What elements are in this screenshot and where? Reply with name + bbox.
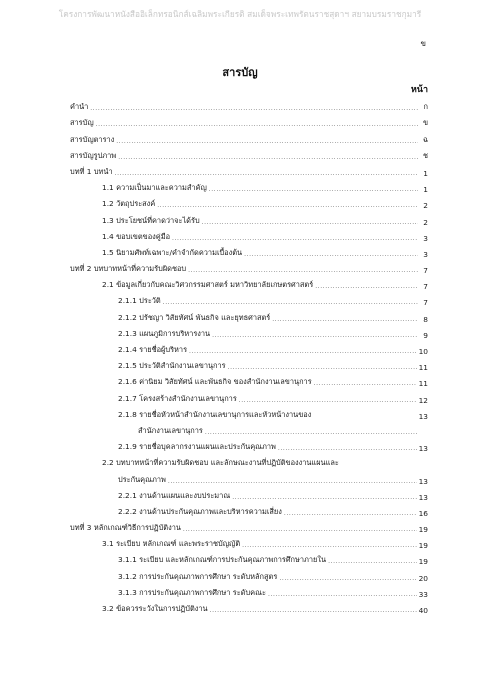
toc-entry-page: ข <box>422 118 428 128</box>
toc-entry-label: 3.2 ข้อควรระวังในการปฏิบัติงาน <box>102 604 208 613</box>
toc-entry-page: 13 <box>418 476 428 486</box>
toc-entry-label: 1.3 ประโยชน์ที่คาดว่าจะได้รับ <box>102 215 200 225</box>
dot-leader <box>116 138 418 146</box>
dot-leader <box>272 316 418 324</box>
dot-leader <box>163 299 418 307</box>
toc-entry-label: 2.2.1 งานด้านแผนและงบประมาณ <box>118 490 231 500</box>
toc-entry-label: 2.1.6 ค่านิยม วิสัยทัศน์ และพันธกิจ ของสำนักงานเลขานุการ <box>118 377 312 387</box>
toc-entry-3-2[interactable] <box>70 599 428 615</box>
dot-leader <box>188 267 418 275</box>
toc-entry-3-1-3[interactable] <box>70 583 428 599</box>
dot-leader <box>115 170 418 178</box>
toc-entry-page: 2 <box>423 217 428 227</box>
toc-entry-label: 2.1.2 ปรัชญา วิสัยทัศน์ พันธกิจ และยุทธศาสตร์ <box>118 312 271 322</box>
toc-entry-page: 7 <box>423 298 428 308</box>
toc-entry-2-1-4[interactable] <box>70 340 428 356</box>
toc-entry-page: 19 <box>418 541 428 551</box>
toc-entry-page: 7 <box>423 266 428 276</box>
toc-entry-label: 1.1 ความเป็นมาและความสำคัญ <box>102 183 207 193</box>
toc-entry-label: 1.5 นิยามศัพท์เฉพาะ/คำจำกัดความเบื้องต้น <box>102 247 243 257</box>
toc-entry-label: 2.2.2 งานด้านประกันคุณภาพและบริหารความเสี่ยง <box>118 506 282 516</box>
toc-entry-page: 7 <box>423 282 428 292</box>
dot-leader <box>118 154 418 162</box>
toc-entry-2-1-2[interactable] <box>70 307 428 323</box>
toc-entry-label: สารบัญ <box>70 118 94 128</box>
dot-leader <box>278 445 417 453</box>
toc-entry-page: 11 <box>418 379 428 389</box>
toc-entry-preface[interactable] <box>70 97 428 113</box>
dot-leader <box>172 235 418 243</box>
toc-entry-page: 1 <box>423 168 428 178</box>
toc-entry-1-1[interactable] <box>70 178 428 194</box>
dot-leader <box>202 219 418 227</box>
toc-entry-2-1-3[interactable] <box>70 324 428 340</box>
toc-entry-page: 11 <box>418 363 428 373</box>
dot-leader <box>209 186 418 194</box>
dot-leader <box>90 105 418 113</box>
dot-leader <box>228 364 417 372</box>
toc-entry-page: ก <box>423 102 428 112</box>
toc-entry-2-1-8[interactable] <box>70 405 428 421</box>
toc-entry-label: คำนำ <box>70 102 89 112</box>
table-of-contents <box>70 97 428 615</box>
toc-entry-page: 13 <box>418 444 428 454</box>
toc-entry-3-1-2[interactable] <box>70 566 428 582</box>
dot-leader <box>239 397 417 405</box>
dot-leader <box>189 348 417 356</box>
toc-entry-2-2-continued[interactable] <box>70 469 428 485</box>
toc-entry-page: 16 <box>418 508 428 518</box>
toc-entry-2-1-5[interactable] <box>70 356 428 372</box>
toc-entry-2-1-9[interactable] <box>70 437 428 453</box>
dot-leader <box>328 558 417 566</box>
toc-entry-page: 9 <box>423 330 428 340</box>
toc-entry-2-1-6[interactable] <box>70 372 428 388</box>
toc-entry-label: 3.1.3 การประกันคุณภาพการศึกษา ระดับคณะ <box>118 587 266 597</box>
dot-leader <box>212 332 418 340</box>
toc-entry-label: 2.1.7 โครงสร้างสำนักงานเลขานุการ <box>118 393 237 403</box>
dot-leader <box>314 380 417 388</box>
toc-entry-label: บทที่ 2 บทบาทหน้าที่ความรับผิดชอบ <box>70 264 187 274</box>
page-title: สารบัญ <box>222 66 258 79</box>
dot-leader <box>205 429 418 437</box>
toc-entry-label: 2.1.5 ประวัติสำนักงานเลขานุการ <box>118 361 226 371</box>
dot-leader <box>232 494 416 502</box>
dot-leader <box>268 591 417 599</box>
toc-entry-label: 2.1.3 แผนภูมิการบริหารงาน <box>118 328 211 338</box>
toc-entry-page: 1 <box>423 185 428 195</box>
toc-entry-1-4[interactable] <box>70 227 428 243</box>
dot-leader <box>315 283 418 291</box>
dot-leader <box>183 526 417 534</box>
toc-entry-1-2[interactable] <box>70 194 428 210</box>
toc-entry-2-1-1[interactable] <box>70 291 428 307</box>
toc-entry-label: 1.4 ขอบเขตของคู่มือ <box>102 231 171 241</box>
toc-entry-page: ฉ <box>422 134 428 144</box>
toc-entry-2-2[interactable] <box>70 453 428 469</box>
toc-entry-chapter-2[interactable] <box>70 259 428 275</box>
toc-entry-label: ประกันคุณภาพ <box>118 474 166 484</box>
toc-entry-chapter-3[interactable] <box>70 518 428 534</box>
toc-entry-label: 3.1.1 ระเบียบ และหลักเกณฑ์การประกันคุณภาพการศึกษาภายใน <box>118 555 327 565</box>
toc-entry-label: บทที่ 3 หลักเกณฑ์วิธีการปฏิบัติงาน <box>70 523 181 533</box>
toc-entry-label: 2.1.9 รายชื่อบุคลากรงานแผนและประกันคุณภาพ <box>118 442 276 452</box>
toc-entry-chapter-1[interactable] <box>70 162 428 178</box>
toc-entry-1-3[interactable] <box>70 210 428 226</box>
toc-entry-page: 13 <box>418 492 428 502</box>
dot-leader <box>244 251 418 259</box>
toc-entry-page: 19 <box>418 557 428 567</box>
page-column-header: หน้า <box>410 85 428 95</box>
toc-entry-page: 2 <box>423 201 428 211</box>
toc-entry-2-2-2[interactable] <box>70 502 428 518</box>
page-number: ข <box>420 39 426 48</box>
toc-entry-3-1-1[interactable] <box>70 550 428 566</box>
toc-entry-page: 19 <box>418 525 428 535</box>
toc-entry-label: 2.2 บทบาทหน้าที่ความรับผิดชอบ และลักษณะงานที่ปฏิบัติของงานแผนและ <box>102 458 339 468</box>
dot-leader <box>157 202 418 210</box>
toc-entry-2-2-1[interactable] <box>70 486 428 502</box>
toc-entry-page: 3 <box>423 249 428 259</box>
toc-entry-page: 13 <box>418 411 428 421</box>
toc-entry-page: 40 <box>418 606 428 615</box>
toc-entry-label: 2.1 ข้อมูลเกี่ยวกับคณะวิศวกรรมศาสตร์ มหาวิทยาลัยเกษตรศาสตร์ <box>102 280 314 290</box>
toc-entry-label: 2.1.8 รายชื่อหัวหน้าสำนักงานเลขานุการและหัวหน้างานของ <box>118 409 312 419</box>
toc-entry-page: 33 <box>418 589 428 599</box>
toc-entry-label: 1.2 วัตถุประสงค์ <box>102 199 156 209</box>
toc-entry-figures[interactable] <box>70 146 428 162</box>
toc-entry-label: สารบัญตาราง <box>70 134 115 144</box>
toc-entry-label: บทที่ 1 บทนำ <box>70 166 113 176</box>
toc-entry-page: 8 <box>423 314 428 324</box>
toc-entry-tables[interactable] <box>70 129 428 145</box>
toc-entry-3-1[interactable] <box>70 534 428 550</box>
dot-leader <box>284 510 417 518</box>
toc-entry-label: 2.1.4 รายชื่อผู้บริหาร <box>118 345 188 354</box>
toc-entry-2-1[interactable] <box>70 275 428 291</box>
toc-entry-2-1-7[interactable] <box>70 388 428 404</box>
toc-entry-label: 3.1 ระเบียบ หลักเกณฑ์ และพระราชบัญญัติ <box>102 539 241 549</box>
toc-entry-page: 10 <box>418 347 428 356</box>
toc-entry-contents[interactable] <box>70 113 428 129</box>
dot-leader <box>210 607 417 615</box>
dot-leader <box>96 121 418 129</box>
toc-entry-label: 2.1.1 ประวัติ <box>118 296 161 306</box>
toc-entry-label: สำนักงานเลขานุการ <box>138 425 203 435</box>
toc-entry-page: ช <box>422 150 428 160</box>
toc-entry-page: 12 <box>418 395 428 405</box>
toc-entry-label: สารบัญรูปภาพ <box>70 150 117 160</box>
dot-leader <box>279 575 416 583</box>
toc-entry-page: 20 <box>418 573 428 583</box>
header-watermark: โครงการพัฒนาหนังสืออิเล็กทรอนิกส์เฉลิมพระเกียรติ สมเด็จพระเทพรัตนราชสุดาฯ สยามบรมราชกุมารี <box>58 9 422 19</box>
toc-entry-2-1-8-continued[interactable] <box>70 421 428 437</box>
toc-entry-label: 3.1.2 การประกันคุณภาพการศึกษา ระดับหลักสูตร <box>118 571 278 581</box>
dot-leader <box>242 542 416 550</box>
toc-entry-1-5[interactable] <box>70 243 428 259</box>
dot-leader <box>168 478 417 486</box>
toc-entry-page: 3 <box>423 233 428 243</box>
